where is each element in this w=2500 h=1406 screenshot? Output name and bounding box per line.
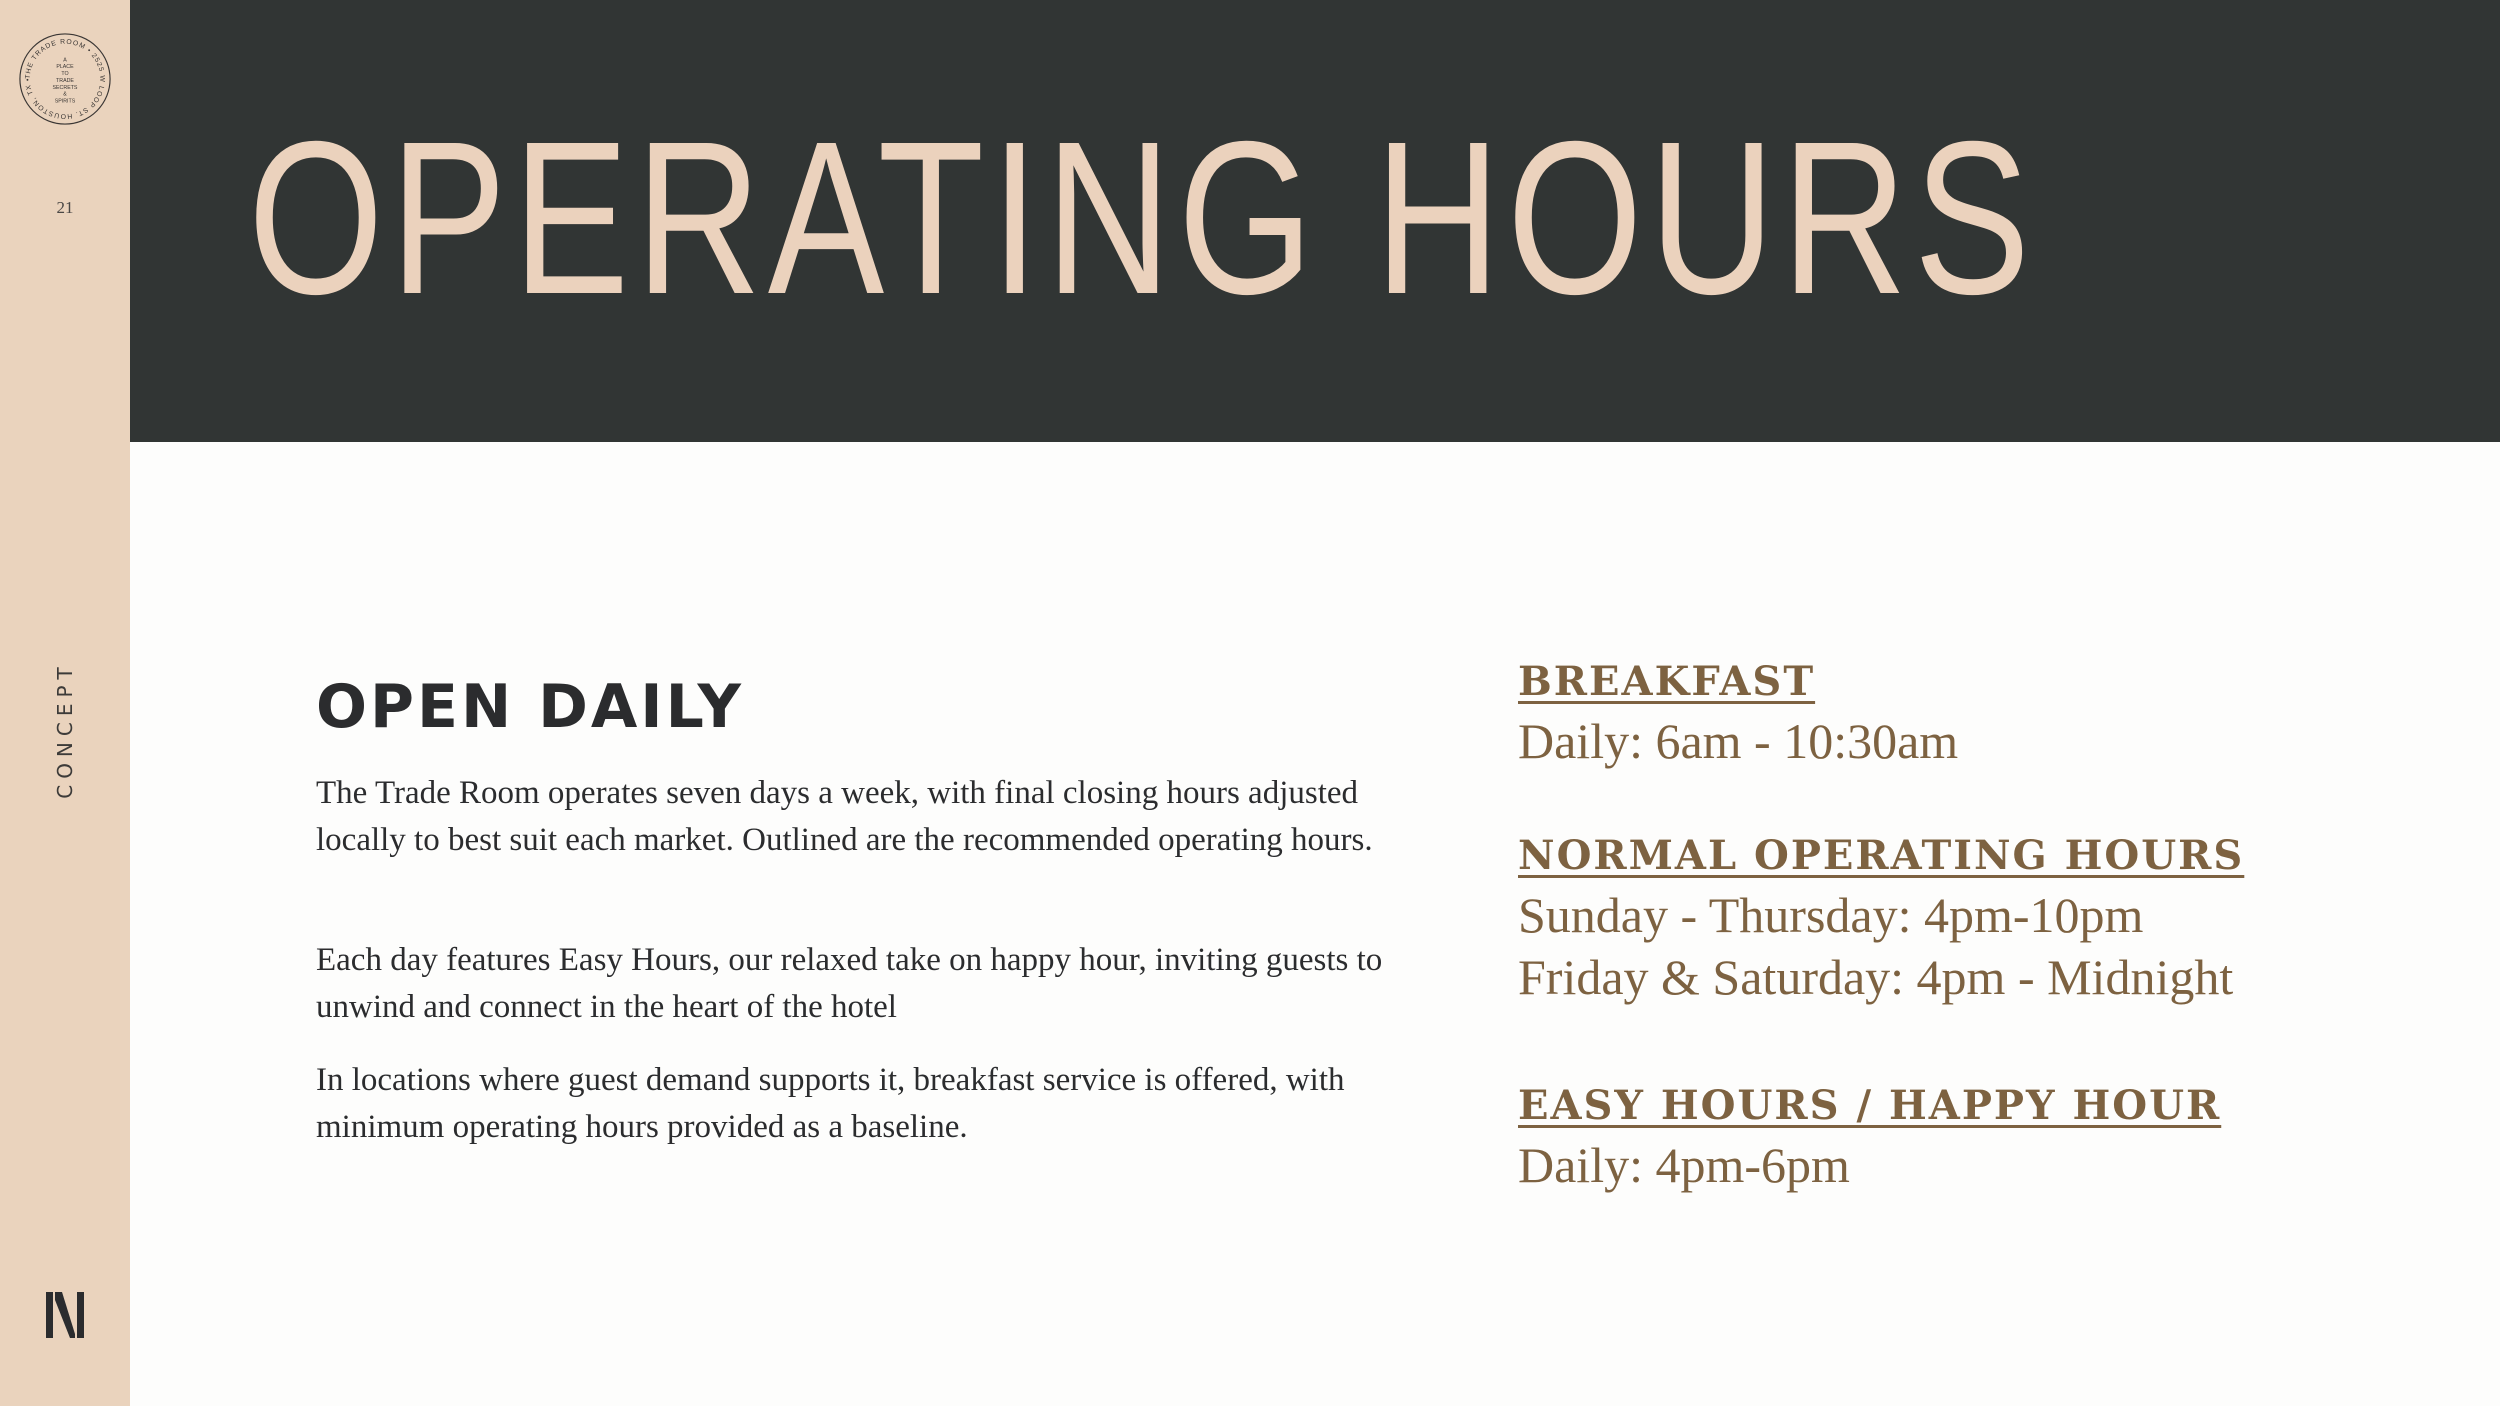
seal-ring-text: THE TRADE ROOM • 2525 W LOOP ST. HOUSTON, TX • <box>24 38 106 120</box>
trade-room-seal-logo <box>16 30 114 128</box>
easy-hours-heading: EASY HOURS / HAPPY HOUR <box>1518 1082 2222 1129</box>
seal-line: SPIRITS <box>54 98 76 105</box>
page-title: OPERATING HOURS <box>248 97 2037 340</box>
normal-hours-weekday: Sunday - Thursday: 4pm-10pm <box>1518 887 2144 943</box>
easy-hours-time: Daily: 4pm-6pm <box>1518 1137 1850 1193</box>
seal-line: TRADE <box>56 77 74 84</box>
breakfast-heading: BREAKFAST <box>1518 658 1816 705</box>
section-label: CONCEPT <box>53 661 77 799</box>
page-number: 21 <box>56 198 74 217</box>
normal-hours-weekend: Friday & Saturday: 4pm - Midnight <box>1518 949 2234 1005</box>
sidebar <box>0 0 130 1406</box>
intro-paragraph: The Trade Room operates seven days a week, with final closing hours adjusted locally to best suit each market. Outlined are the recommended operating hours. <box>316 775 1373 858</box>
easy-hours-paragraph: Each day features Easy Hours, our relaxed take on happy hour, inviting guests to unwind and connect in the heart of the hotel <box>316 942 1383 1025</box>
seal-line: SECRETS <box>52 84 78 91</box>
open-daily-heading: OPEN DAILY <box>316 672 744 742</box>
seal-line: PLACE <box>56 64 74 71</box>
header-banner <box>130 0 2500 442</box>
breakfast-paragraph: In locations where guest demand supports it, breakfast service is offered, with minimum operating hours provided as a baseline. <box>316 1062 1345 1145</box>
seal-line: & <box>63 91 67 98</box>
seal-line: TO <box>61 71 69 78</box>
seal-line: A <box>63 57 67 64</box>
brand-monogram-icon <box>46 1290 84 1338</box>
breakfast-hours: Daily: 6am - 10:30am <box>1518 713 1959 769</box>
normal-hours-heading: NORMAL OPERATING HOURS <box>1518 832 2245 879</box>
